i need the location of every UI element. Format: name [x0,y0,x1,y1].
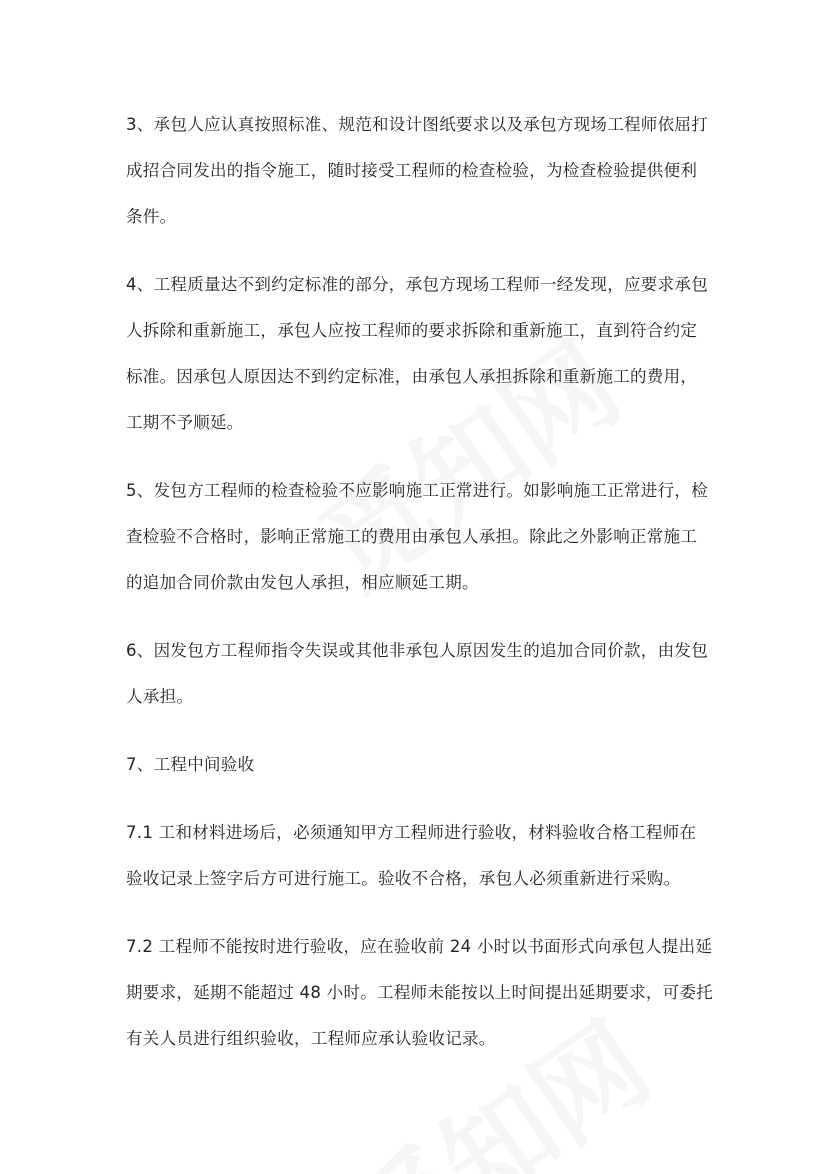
paragraph-clause-5: 5、发包方工程师的检查检验不应影响施工正常进行。如影响施工正常进行，检 查检验不合格时，影响正常施工的费用由承包人承担。除此之外影响正常施工 的追加合同价款由发包人承担，相应顺延工期。 [126,481,708,592]
paragraph-clause-7-1: 7.1 工和材料进场后，必须通知甲方工程师进行验收，材料验收合格工程师在 验收记录上签字后方可进行施工。验收不合格，承包人必须重新进行采购。 [126,823,697,888]
paragraph-clause-7-2: 7.2 工程师不能按时进行验收，应在验收前 24 小时以书面形式向承包人提出延 期要求，延期不能超过 48 小时。工程师未能按以上时间提出延期要求，可委托 有关人员进行组织验收，工程师应承认验收记录。 [126,937,714,1048]
paragraph-clause-6: 6、因发包方工程师指令失误或其他非承包人原因发生的追加合同价款，由发包 人承担。 [126,641,708,706]
section-heading-7: 7、工程中间验收 [126,755,255,774]
document-body [126,102,716,1084]
paragraph-clause-3: 3、承包人应认真按照标准、规范和设计图纸要求以及承包方现场工程师依屈打 成招合同发出的指令施工，随时接受工程师的检查检验，为检查检验提供便利 条件。 [126,115,708,226]
paragraph-clause-4: 4、工程质量达不到约定标准的部分，承包方现场工程师一经发现，应要求承包 人拆除和重新施工，承包人应按工程师的要求拆除和重新施工，直到符合约定 标准。因承包人原因达不到约定标准，由承包人承担拆除和重新施工的费用， 工期不予顺延。 [126,275,708,432]
